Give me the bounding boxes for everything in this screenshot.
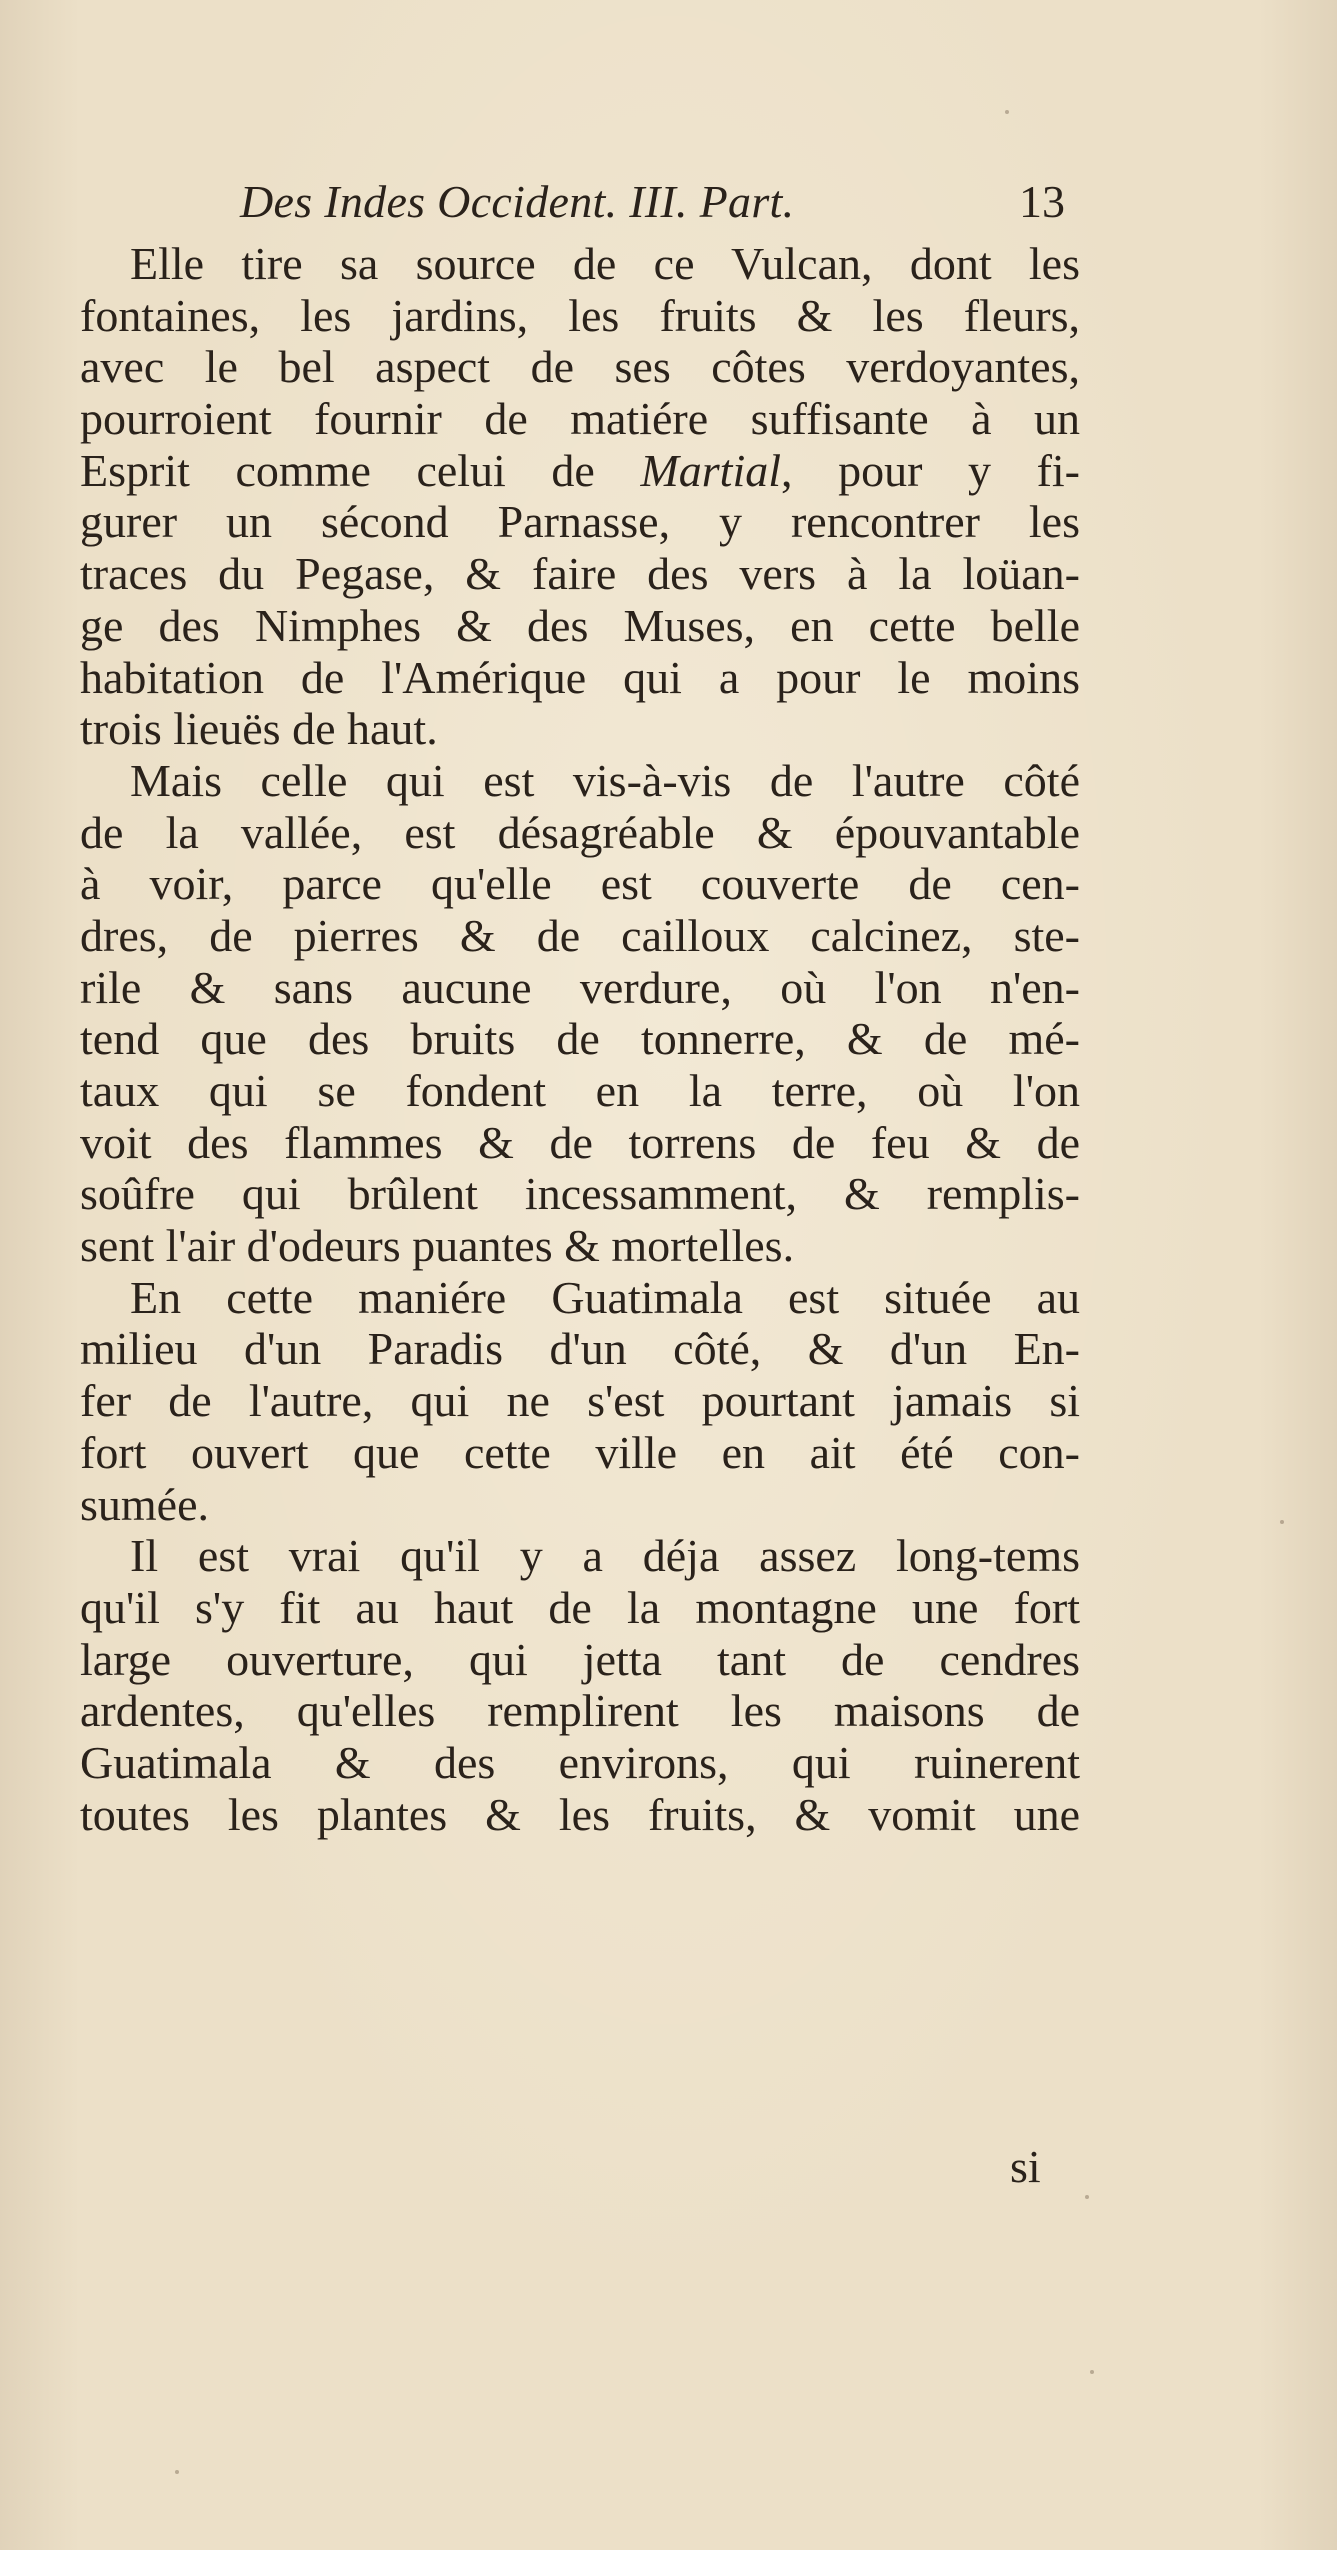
text-line: sent l'air d'odeurs puantes & mortelles. [80,1220,795,1272]
text-line: milieu d'un Paradis d'un côté, & d'un En- [80,1323,1080,1375]
paper-speck [1005,110,1009,114]
paper-speck [175,2470,179,2474]
text-line: sumée. [80,1478,210,1530]
text-line: traces du Pegase, & faire des vers à la loüan- [80,548,1080,600]
text-line: fontaines, les jardins, les fruits & les fleurs, [80,289,1080,341]
text-line: fort ouvert que cette ville en ait été con- [80,1426,1080,1478]
body-text [80,238,1080,1840]
text-line: avec le bel aspect de ses côtes verdoyantes, [80,341,1080,393]
text-line: soûfre qui brûlent incessamment, & remplis- [80,1168,1080,1220]
text-line: Il est vrai qu'il y a déja assez long-tems [130,1530,1080,1582]
text-line: voit des flammes & de torrens de feu & de [80,1116,1080,1168]
italic-name: Martial [640,444,781,496]
text-line: large ouverture, qui jetta tant de cendres [80,1633,1080,1685]
text-line: gurer un sécond Parnasse, y rencontrer les [80,496,1080,548]
text-line: trois lieuës de haut. [80,703,438,755]
paper-speck [1090,2370,1094,2374]
text-line: Mais celle qui est vis-à-vis de l'autre côté [130,754,1080,806]
text-line: rile & sans aucune verdure, où l'on n'en- [80,961,1080,1013]
text-line: tend que des bruits de tonnerre, & de mé- [80,1013,1080,1065]
text-line: de la vallée, est désagréable & épouvantable [80,806,1080,858]
text-line: Esprit comme celui de Martial, pour y fi- [80,444,1080,496]
text-line: dres, de pierres & de cailloux calcinez, ste- [80,909,1080,961]
paper-speck [1085,2195,1089,2199]
text-line: ardentes, qu'elles remplirent les maisons de [80,1685,1080,1737]
paper-speck [1280,1520,1284,1524]
text-line: fer de l'autre, qui ne s'est pourtant jamais si [80,1375,1080,1427]
text-line: à voir, parce qu'elle est couverte de cen- [80,858,1080,910]
text-line: habitation de l'Amérique qui a pour le moins [80,651,1080,703]
text-line: qu'il s'y fit au haut de la montagne une fort [80,1581,1080,1633]
text-line: En cette maniére Guatimala est située au [130,1271,1080,1323]
page-number: 13 [1019,176,1065,227]
text-line: Elle tire sa source de ce Vulcan, dont les [130,238,1080,289]
catchword: si [1010,2141,1041,2192]
text-line: ge des Nimphes & des Muses, en cette belle [80,599,1080,651]
page-header [240,175,1080,235]
text-line: Guatimala & des environs, qui ruinerent [80,1736,1080,1788]
text-line: taux qui se fondent en la terre, où l'on [80,1065,1080,1116]
text-line: pourroient fournir de matiére suffisante à un [80,393,1080,445]
text-line: toutes les plantes & les fruits, & vomit une [80,1788,1080,1840]
running-title: Des Indes Occident. III. Part. [240,176,795,227]
